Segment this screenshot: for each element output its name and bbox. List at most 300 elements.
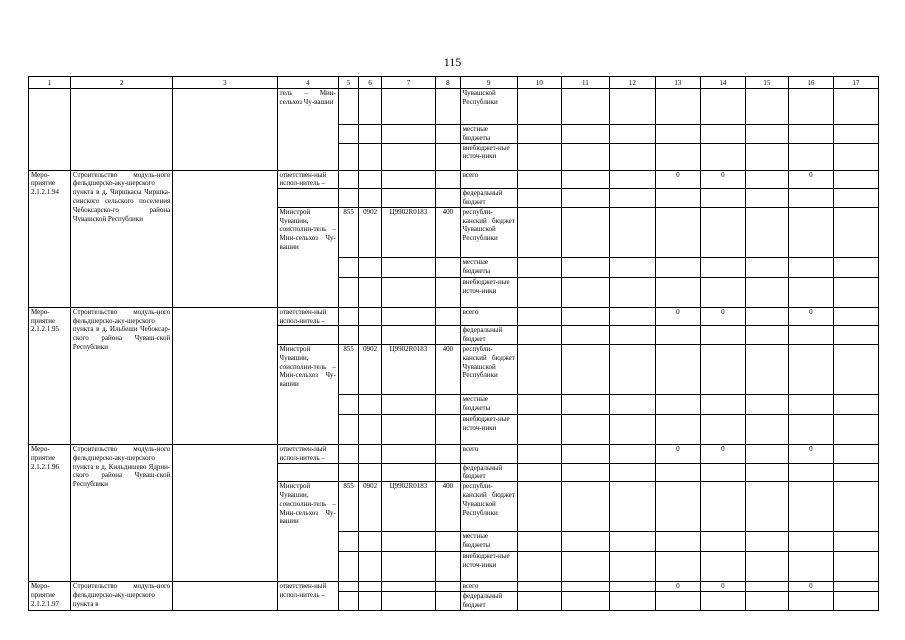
funding-source-cell: республи-канский бюджет Чувашской Республики [460, 482, 517, 532]
cell-col-8 [436, 414, 461, 444]
event-cell: Меро-приятие 2.1.2.1.97 [29, 582, 71, 611]
cell-col-17 [833, 189, 878, 208]
value-col-16: 0 [788, 444, 833, 463]
value-col-14: 0 [700, 444, 745, 463]
cell-col-11 [561, 277, 609, 307]
cell-col-10 [517, 552, 561, 582]
cell-col-12 [609, 344, 655, 394]
cell-col-14 [700, 257, 745, 277]
cell-col-13 [655, 592, 700, 611]
col-header-3: 3 [173, 77, 277, 89]
value-col-13: 0 [655, 582, 700, 592]
cell-col-12 [609, 307, 655, 326]
cell-col-16 [788, 189, 833, 208]
cell-col-6 [359, 394, 382, 414]
cell-col-10 [517, 414, 561, 444]
col-header-10: 10 [517, 77, 561, 89]
cell-col-17 [833, 257, 878, 277]
cell-col-11 [561, 257, 609, 277]
cell-col-8 [436, 189, 461, 208]
col-header-8: 8 [436, 77, 461, 89]
funding-source-cell: местные бюджеты [460, 257, 517, 277]
cell-col-10 [517, 257, 561, 277]
cell-col-7 [381, 463, 435, 482]
cell-col-5 [338, 307, 358, 326]
cell-col-5 [338, 532, 358, 552]
cell-col-7 [381, 277, 435, 307]
title-cell: Строительство модуль-ного фельдшерско-аку-шерского пункта в д. Ильбеши Чебоксар-ского района Чуваш-ской Республики [70, 307, 172, 444]
cell-col-12 [609, 326, 655, 345]
cell-col-12 [609, 414, 655, 444]
cell-col-6 [359, 552, 382, 582]
cell-col-10 [517, 444, 561, 463]
vr-cell: 400 [436, 207, 461, 257]
event-cell [29, 89, 71, 171]
vr-cell: 400 [436, 482, 461, 532]
col-header-16: 16 [788, 77, 833, 89]
cell-col-6 [359, 89, 382, 125]
cell-col-11 [561, 414, 609, 444]
executor-top-cell [277, 463, 338, 482]
cell-col-7 [381, 592, 435, 611]
col-header-2: 2 [70, 77, 172, 89]
cell-col-5 [338, 257, 358, 277]
cell-col-15 [745, 170, 788, 189]
cell-col-13 [655, 207, 700, 257]
page-number: 115 [443, 55, 462, 69]
cell-col-10 [517, 307, 561, 326]
goal-cell [173, 307, 277, 444]
cell-col-17 [833, 552, 878, 582]
cell-col-11 [561, 143, 609, 170]
goal-cell [173, 170, 277, 307]
cell-col-8 [436, 552, 461, 582]
cell-col-13 [655, 552, 700, 582]
funding-source-cell: местные бюджеты [460, 394, 517, 414]
cell-col-7 [381, 307, 435, 326]
cell-col-10 [517, 170, 561, 189]
vr-cell: 400 [436, 344, 461, 394]
col-header-11: 11 [561, 77, 609, 89]
cell-col-13 [655, 143, 700, 170]
cell-col-15 [745, 257, 788, 277]
cell-col-11 [561, 582, 609, 592]
grbs-cell: 855 [338, 482, 358, 532]
cell-col-15 [745, 326, 788, 345]
cell-col-7 [381, 394, 435, 414]
cell-col-10 [517, 277, 561, 307]
col-header-17: 17 [833, 77, 878, 89]
cell-col-11 [561, 532, 609, 552]
cell-col-6 [359, 307, 382, 326]
event-cell: Меро-приятие 2.1.2.1.94 [29, 170, 71, 307]
cell-col-15 [745, 482, 788, 532]
funding-source-cell: внебюджет-ные источ-ники [460, 552, 517, 582]
event-cell: Меро-приятие 2.1.2.1.95 [29, 307, 71, 444]
cell-col-10 [517, 394, 561, 414]
cell-col-15 [745, 207, 788, 257]
cell-col-17 [833, 143, 878, 170]
cell-col-15 [745, 307, 788, 326]
cell-col-13 [655, 394, 700, 414]
cell-col-12 [609, 257, 655, 277]
funding-source-cell: местные бюджеты [460, 125, 517, 144]
cell-col-17 [833, 307, 878, 326]
cell-col-10 [517, 189, 561, 208]
funding-source-cell: внебюджет-ные источ-ники [460, 414, 517, 444]
cell-col-6 [359, 532, 382, 552]
cell-col-7 [381, 582, 435, 592]
funding-source-cell: федеральный бюджет [460, 189, 517, 208]
rzpr-cell: 0902 [359, 207, 382, 257]
cell-col-10 [517, 592, 561, 611]
cell-col-14 [700, 532, 745, 552]
cell-col-8 [436, 143, 461, 170]
cell-col-7 [381, 189, 435, 208]
cell-col-13 [655, 89, 700, 125]
cell-col-6 [359, 582, 382, 592]
cell-col-8 [436, 463, 461, 482]
cell-col-7 [381, 170, 435, 189]
funding-source-cell: Чувашской Республики [460, 89, 517, 125]
cell-col-17 [833, 207, 878, 257]
table-row [29, 444, 879, 463]
cell-col-5 [338, 463, 358, 482]
cell-col-7 [381, 326, 435, 345]
cell-col-10 [517, 207, 561, 257]
cell-col-11 [561, 170, 609, 189]
cell-col-12 [609, 189, 655, 208]
funding-source-cell: всего [460, 170, 517, 189]
cell-col-11 [561, 89, 609, 125]
rzpr-cell: 0902 [359, 344, 382, 394]
value-col-13: 0 [655, 170, 700, 189]
executor-cell: Минстрой Чувашии, соисполни-тель – Мин-сельхоз Чу-вашии [277, 344, 338, 444]
funding-source-cell: всего [460, 444, 517, 463]
col-header-12: 12 [609, 77, 655, 89]
funding-source-cell: республи-канский бюджет Чувашской Республики [460, 207, 517, 257]
cell-col-11 [561, 207, 609, 257]
executor-top-cell: ответствен-ный испол-нитель – [277, 444, 338, 463]
cell-col-12 [609, 444, 655, 463]
cell-col-16 [788, 89, 833, 125]
cell-col-6 [359, 326, 382, 345]
cell-col-12 [609, 592, 655, 611]
cell-col-8 [436, 532, 461, 552]
cell-col-5 [338, 170, 358, 189]
cell-col-17 [833, 414, 878, 444]
cell-col-15 [745, 143, 788, 170]
cell-col-6 [359, 189, 382, 208]
program-table [28, 76, 879, 611]
cell-col-15 [745, 463, 788, 482]
value-col-13: 0 [655, 444, 700, 463]
cell-col-13 [655, 414, 700, 444]
cell-col-6 [359, 170, 382, 189]
cell-col-15 [745, 532, 788, 552]
cell-col-16 [788, 482, 833, 532]
funding-source-cell: федеральный бюджет [460, 463, 517, 482]
cell-col-15 [745, 394, 788, 414]
cell-col-16 [788, 552, 833, 582]
cell-col-7 [381, 89, 435, 125]
cell-col-17 [833, 326, 878, 345]
cell-col-6 [359, 125, 382, 144]
col-header-5: 5 [338, 77, 358, 89]
cell-col-13 [655, 482, 700, 532]
grbs-cell: 855 [338, 207, 358, 257]
goal-cell [173, 89, 277, 171]
cell-col-6 [359, 257, 382, 277]
executor-top-cell: ответствен-ный испол-нитель – [277, 582, 338, 611]
grbs-cell: 855 [338, 344, 358, 394]
cell-col-15 [745, 189, 788, 208]
executor-cell: Минстрой Чувашии, соисполни-тель – Мин-сельхоз Чу-вашии [277, 482, 338, 582]
table-row [29, 89, 879, 125]
cell-col-11 [561, 326, 609, 345]
funding-source-cell: внебюджет-ные источ-ники [460, 143, 517, 170]
cell-col-16 [788, 592, 833, 611]
cell-col-12 [609, 125, 655, 144]
cell-col-10 [517, 582, 561, 592]
cell-col-16 [788, 394, 833, 414]
cell-col-6 [359, 463, 382, 482]
cell-col-10 [517, 326, 561, 345]
cell-col-17 [833, 463, 878, 482]
cell-col-14 [700, 463, 745, 482]
value-col-16: 0 [788, 170, 833, 189]
cell-col-5 [338, 277, 358, 307]
cell-col-12 [609, 277, 655, 307]
cell-col-7 [381, 444, 435, 463]
funding-source-cell: федеральный бюджет [460, 326, 517, 345]
cell-col-8 [436, 394, 461, 414]
cell-col-8 [436, 89, 461, 125]
cell-col-17 [833, 482, 878, 532]
executor-top-cell: ответствен-ный испол-нитель – [277, 307, 338, 326]
cell-col-14 [700, 125, 745, 144]
executor-top-cell: ответствен-ный испол-нитель – [277, 170, 338, 189]
cell-col-17 [833, 582, 878, 592]
cell-col-11 [561, 444, 609, 463]
cell-col-11 [561, 307, 609, 326]
cell-col-11 [561, 592, 609, 611]
cell-col-13 [655, 277, 700, 307]
cell-col-5 [338, 444, 358, 463]
cell-col-17 [833, 125, 878, 144]
table-row [29, 582, 879, 592]
cell-col-15 [745, 414, 788, 444]
cell-col-5 [338, 189, 358, 208]
table-row [29, 307, 879, 326]
cell-col-14 [700, 552, 745, 582]
cell-col-17 [833, 444, 878, 463]
cell-col-14 [700, 207, 745, 257]
rzpr-cell: 0902 [359, 482, 382, 532]
table-body [29, 89, 879, 611]
cell-col-10 [517, 125, 561, 144]
cell-col-12 [609, 170, 655, 189]
col-header-7: 7 [381, 77, 435, 89]
cell-col-5 [338, 326, 358, 345]
cell-col-16 [788, 344, 833, 394]
cell-col-17 [833, 89, 878, 125]
cell-col-5 [338, 552, 358, 582]
cell-col-13 [655, 125, 700, 144]
col-header-13: 13 [655, 77, 700, 89]
cell-col-7 [381, 552, 435, 582]
cell-col-13 [655, 532, 700, 552]
cell-col-17 [833, 394, 878, 414]
cell-col-11 [561, 482, 609, 532]
cell-col-7 [381, 532, 435, 552]
cell-col-13 [655, 257, 700, 277]
value-col-14: 0 [700, 307, 745, 326]
cell-col-13 [655, 344, 700, 394]
cell-col-15 [745, 552, 788, 582]
column-number-row [29, 77, 879, 89]
col-header-1: 1 [29, 77, 71, 89]
cell-col-15 [745, 344, 788, 394]
funding-source-cell: всего [460, 307, 517, 326]
value-col-14: 0 [700, 582, 745, 592]
cell-col-6 [359, 414, 382, 444]
goal-cell [173, 582, 277, 611]
cell-col-15 [745, 592, 788, 611]
cell-col-11 [561, 189, 609, 208]
cell-col-16 [788, 277, 833, 307]
funding-source-cell: внебюджет-ные источ-ники [460, 277, 517, 307]
cell-col-5 [338, 89, 358, 125]
cell-col-7 [381, 414, 435, 444]
csr-cell: Ц9902R0183 [381, 207, 435, 257]
cell-col-7 [381, 125, 435, 144]
cell-col-14 [700, 394, 745, 414]
executor-top-cell [277, 189, 338, 208]
cell-col-11 [561, 344, 609, 394]
cell-col-16 [788, 207, 833, 257]
cell-col-8 [436, 170, 461, 189]
cell-col-12 [609, 532, 655, 552]
cell-col-13 [655, 189, 700, 208]
title-cell [70, 89, 172, 171]
event-cell: Меро-приятие 2.1.2.1.96 [29, 444, 71, 581]
cell-col-16 [788, 143, 833, 170]
executor-top-cell [277, 326, 338, 345]
cell-col-17 [833, 344, 878, 394]
cell-col-6 [359, 143, 382, 170]
col-header-14: 14 [700, 77, 745, 89]
cell-col-16 [788, 257, 833, 277]
cell-col-8 [436, 307, 461, 326]
col-header-15: 15 [745, 77, 788, 89]
goal-cell [173, 444, 277, 581]
executor-cell: тель – Мин-сельхоз Чу-вашии [277, 89, 338, 171]
cell-col-8 [436, 277, 461, 307]
cell-col-14 [700, 189, 745, 208]
funding-source-cell: местные бюджеты [460, 532, 517, 552]
cell-col-8 [436, 257, 461, 277]
cell-col-14 [700, 89, 745, 125]
cell-col-6 [359, 592, 382, 611]
cell-col-13 [655, 463, 700, 482]
cell-col-16 [788, 532, 833, 552]
cell-col-14 [700, 414, 745, 444]
col-header-9: 9 [460, 77, 517, 89]
cell-col-8 [436, 326, 461, 345]
cell-col-12 [609, 582, 655, 592]
funding-source-cell: федеральный бюджет [460, 592, 517, 611]
cell-col-6 [359, 277, 382, 307]
cell-col-17 [833, 170, 878, 189]
value-col-14: 0 [700, 170, 745, 189]
csr-cell: Ц9902R0183 [381, 344, 435, 394]
cell-col-5 [338, 414, 358, 444]
cell-col-8 [436, 582, 461, 592]
cell-col-12 [609, 207, 655, 257]
funding-source-cell: всего [460, 582, 517, 592]
cell-col-10 [517, 482, 561, 532]
cell-col-5 [338, 143, 358, 170]
cell-col-17 [833, 277, 878, 307]
cell-col-7 [381, 143, 435, 170]
cell-col-16 [788, 125, 833, 144]
cell-col-14 [700, 326, 745, 345]
cell-col-8 [436, 125, 461, 144]
cell-col-11 [561, 552, 609, 582]
col-header-4: 4 [277, 77, 338, 89]
cell-col-12 [609, 89, 655, 125]
cell-col-15 [745, 277, 788, 307]
cell-col-10 [517, 89, 561, 125]
col-header-6: 6 [359, 77, 382, 89]
value-col-13: 0 [655, 307, 700, 326]
cell-col-15 [745, 125, 788, 144]
cell-col-10 [517, 143, 561, 170]
cell-col-5 [338, 592, 358, 611]
value-col-16: 0 [788, 307, 833, 326]
cell-col-8 [436, 592, 461, 611]
cell-col-16 [788, 463, 833, 482]
cell-col-12 [609, 482, 655, 532]
cell-col-5 [338, 582, 358, 592]
cell-col-14 [700, 592, 745, 611]
cell-col-5 [338, 394, 358, 414]
funding-source-cell: республи-канский бюджет Чувашской Республики [460, 344, 517, 394]
cell-col-8 [436, 444, 461, 463]
cell-col-10 [517, 344, 561, 394]
cell-col-14 [700, 277, 745, 307]
executor-cell: Минстрой Чувашии, соисполни-тель – Мин-сельхоз Чу-вашии [277, 207, 338, 307]
cell-col-7 [381, 257, 435, 277]
cell-col-16 [788, 414, 833, 444]
cell-col-15 [745, 582, 788, 592]
cell-col-17 [833, 592, 878, 611]
cell-col-11 [561, 394, 609, 414]
table-row [29, 170, 879, 189]
cell-col-17 [833, 532, 878, 552]
cell-col-12 [609, 463, 655, 482]
cell-col-14 [700, 143, 745, 170]
cell-col-15 [745, 444, 788, 463]
cell-col-12 [609, 552, 655, 582]
cell-col-10 [517, 463, 561, 482]
cell-col-16 [788, 326, 833, 345]
value-col-16: 0 [788, 582, 833, 592]
cell-col-15 [745, 89, 788, 125]
title-cell: Строительство модуль-ного фельдшерско-аку-шерского пункта в д. Кильдишево Ядрин-ского района Чуваш-ской Республики [70, 444, 172, 581]
title-cell: Строительство модуль-ного фельдшерско-аку-шерского пункта в [70, 582, 172, 611]
